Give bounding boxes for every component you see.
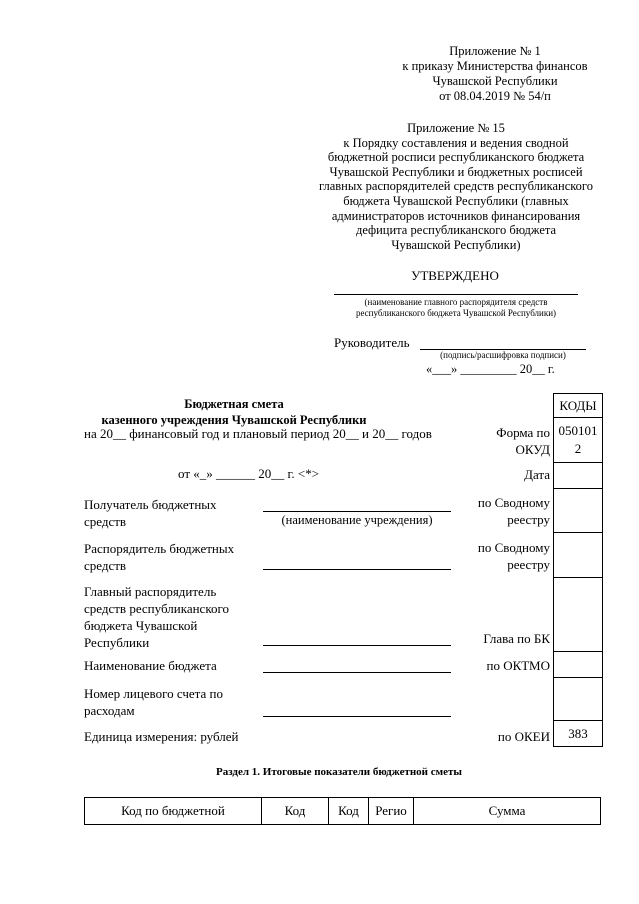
codes-header: КОДЫ (553, 393, 603, 418)
section-1-table (84, 797, 601, 825)
recipient-label (84, 496, 264, 530)
account-code-box (553, 677, 603, 721)
appendix-1-line: Чувашской Республики (432, 74, 558, 88)
distributor-label-line: средств (84, 558, 127, 573)
okud-code-box (553, 417, 603, 463)
approved-title: УТВЕРЖДЕНО (411, 268, 499, 283)
main-distributor-label-line: Главный распорядитель (84, 584, 217, 599)
okei-label: по ОКЕИ (497, 729, 550, 744)
main-distributor-label-line: бюджета Чувашской (84, 618, 198, 633)
glava-bk-code-box (553, 577, 603, 652)
svodny-label-line: по Сводному (477, 495, 550, 510)
account-fill-line (263, 716, 451, 717)
unit-label: Единица измерения: рублей (84, 729, 239, 744)
appendix-15-line: к Порядку составления и ведения сводной (343, 135, 569, 150)
budget-name-label: Наименование бюджета (84, 658, 217, 673)
recipient-caption: (наименование учреждения) (281, 513, 433, 527)
appendix-15-line: дефицита республиканского бюджета (355, 223, 557, 238)
appendix-15-line: администраторов источников финансирования (331, 208, 581, 223)
approver-caption-line: (наименование главного распорядителя средств (364, 297, 548, 307)
appendix-15-line: Приложение № 15 (407, 121, 505, 135)
glava-bk-label: Глава по БК (483, 631, 550, 646)
recipient-label-line: средств (84, 514, 127, 529)
date-label: Дата (524, 467, 550, 482)
okei-code-box: 383 (553, 720, 603, 747)
okud-label (440, 424, 550, 458)
head-label: Руководитель (334, 335, 410, 350)
table-header-cell: Код по бюджетной (85, 798, 262, 825)
appendix-15-line: бюджета Чувашской Республики (главных (343, 193, 569, 208)
document-title-line1: Бюджетная смета (184, 397, 284, 411)
svodny-label-line: реестру (507, 557, 550, 572)
document-date: от «_» ______ 20__ г. <*> (178, 466, 320, 481)
account-label-line: Номер лицевого счета по (84, 686, 224, 701)
appendix-1-line: от 08.04.2019 № 54/п (439, 89, 551, 103)
okud-code-value-1: 050101 (558, 423, 598, 438)
table-header-cell: Регио (369, 798, 414, 825)
period-line: на 20__ финансовый год и плановый период 20__ и 20__ годов (84, 426, 432, 441)
recipient-fill-line (263, 511, 451, 512)
svodny-reestr-label-2 (440, 539, 550, 573)
approver-name-line (334, 294, 578, 295)
okud-label-line: Форма по (496, 425, 550, 440)
head-signature-caption: (подпись/расшифровка подписи) (440, 350, 566, 360)
recipient-code-box (553, 488, 603, 533)
appendix-15-line: бюджетной росписи республиканского бюджета (327, 150, 585, 165)
table-header-cell: Код (262, 798, 329, 825)
account-label (84, 685, 264, 719)
main-distributor-label-line: средств республиканского (84, 601, 229, 616)
appendix-15-block (306, 121, 606, 252)
date-code-box (553, 462, 603, 489)
approver-name-caption (334, 297, 578, 319)
account-label-line: расходам (84, 703, 135, 718)
budget-name-fill-line (263, 672, 451, 673)
okud-label-line: ОКУД (515, 442, 550, 457)
main-distributor-fill-line (263, 645, 451, 646)
table-header-row (85, 798, 601, 825)
svodny-reestr-label-1 (440, 494, 550, 528)
table-header-cell: Сумма (414, 798, 601, 825)
svodny-label-line: реестру (507, 512, 550, 527)
main-distributor-label-line: Республики (84, 635, 150, 650)
approver-caption-line: республиканского бюджета Чувашской Республики) (355, 308, 557, 318)
svodny-label-line: по Сводному (477, 540, 550, 555)
distributor-code-box (553, 532, 603, 578)
main-distributor-label (84, 583, 264, 651)
appendix-15-line: Чувашской Республики и бюджетных росписей (329, 164, 583, 179)
table-header-cell: Код (329, 798, 369, 825)
appendix-1-line: Приложение № 1 (449, 44, 541, 58)
oktmo-label: по ОКТМО (486, 658, 550, 673)
document-title (84, 396, 384, 428)
appendix-15-line: главных распорядителей средств республиканского (319, 179, 593, 194)
distributor-label (84, 540, 264, 574)
section-1-title: Раздел 1. Итоговые показатели бюджетной сметы (215, 766, 463, 778)
okud-code-value-2: 2 (574, 441, 582, 456)
appendix-1-line: к приказу Министерства финансов (402, 59, 588, 73)
document-title-line2: казенного учреждения Чувашской Республики (101, 413, 367, 427)
distributor-label-line: Распорядитель бюджетных (84, 541, 235, 556)
appendix-15-line: Чувашской Республики) (391, 237, 521, 252)
oktmo-code-box (553, 651, 603, 678)
approval-date: «___» _________ 20__ г. (426, 362, 555, 376)
recipient-label-line: Получатель бюджетных (84, 497, 217, 512)
distributor-fill-line (263, 569, 451, 570)
appendix-1-block (380, 44, 610, 104)
